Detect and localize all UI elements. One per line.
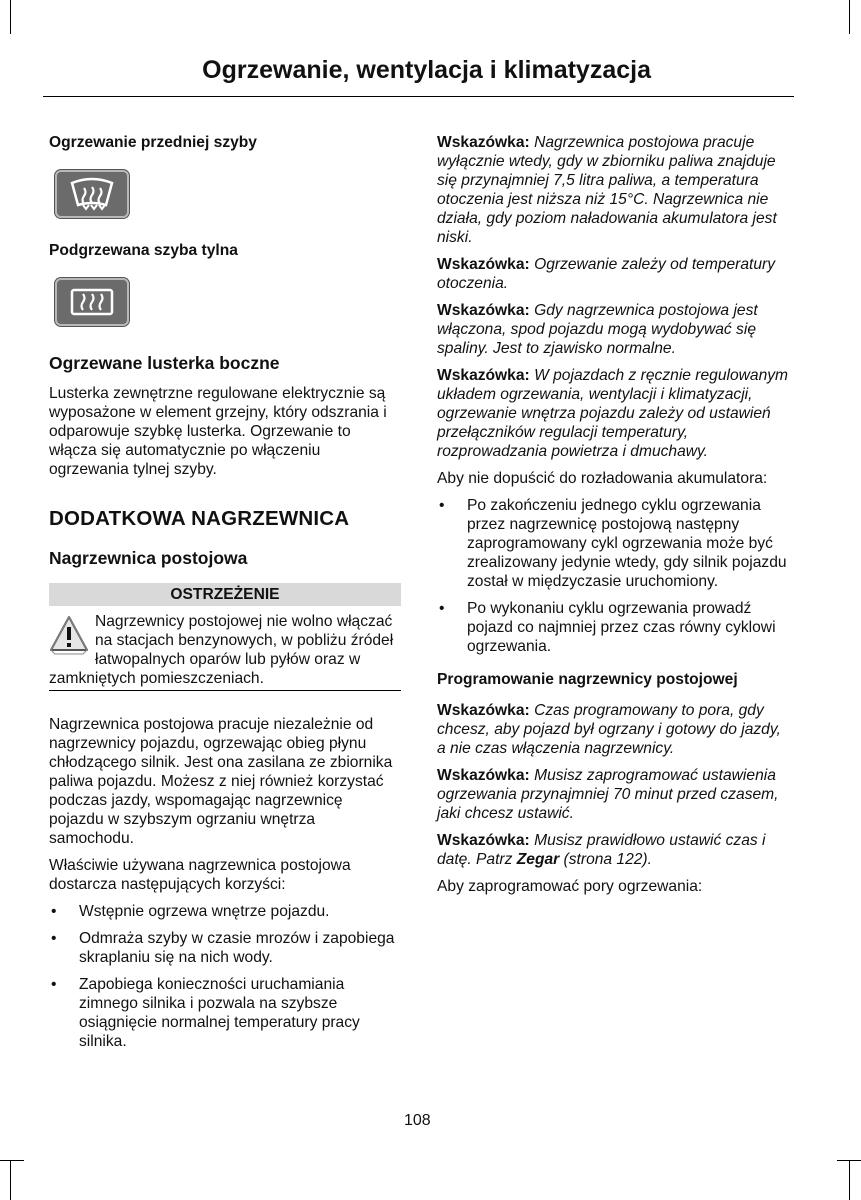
left-column (49, 133, 401, 1059)
paragraph-1: Nagrzewnica postojowa pracuje niezależnie od nagrzewnicy pojazdu, ogrzewając obieg płynu chłodzącego silnik. Jest ona zasilana ze zbiornika paliwa pojazdu. Możesz z niej również korzystać podczas jazdy, wspomagając nagrzewnicę pojazdu w szybszym ogrzaniu wnętrza samochodu. (49, 716, 393, 847)
paragraph-2: Właściwie używana nagrzewnica postojowa dostarcza następujących korzyści: (49, 857, 351, 893)
note-label: Wskazówka: (437, 702, 530, 719)
list-item: • Odmraża szyby w czasie mrozów i zapobiega skraplaniu się na nich wody. (49, 929, 401, 967)
note-6 (437, 766, 789, 823)
rear-window-heater-button (55, 278, 129, 326)
note-label: Wskazówka: (437, 302, 530, 319)
list-item: • Po zakończeniu jednego cyklu ogrzewania przez nagrzewnicę postojową następny zaprogramowany cykl ogrzewania może być zrealizowany jedynie wtedy, gdy silnik pojazdu został w międzyczasie uruchomiony. (437, 496, 789, 591)
crop-mark-bottom-right-h (837, 1160, 861, 1161)
warning-body (49, 612, 401, 691)
note-2-text: Ogrzewanie zależy od temperatury otoczenia. (437, 256, 776, 292)
crop-mark-bottom-left-h (0, 1160, 24, 1161)
windscreen-defrost-button (55, 170, 129, 218)
crop-mark-top-left (10, 0, 11, 34)
crop-mark-top-right (849, 0, 850, 34)
note-6-text: Musisz zaprogramować ustawienia ogrzewania przynajmniej 70 minut przed czasem, jaki chcesz ustawić. (437, 767, 779, 822)
page-number: 108 (404, 1112, 431, 1129)
list-item: • Wstępnie ogrzewa wnętrze pojazdu. (49, 902, 401, 921)
programming-heading: Programowanie nagrzewnicy postojowej (437, 671, 738, 688)
program-intro: Aby zaprogramować pory ogrzewania: (437, 878, 703, 895)
right-column (437, 133, 789, 896)
mirrors-text: Lusterka zewnętrzne regulowane elektrycznie są wyposażone w element grzejny, który odszrania i odparowuje szybkę lusterka. Ogrzewanie to włącza się automatycznie po włączeniu ogrzewania tylnej szyby. (49, 385, 387, 478)
note-label: Wskazówka: (437, 832, 530, 849)
mirrors-heading: Ogrzewane lusterka boczne (49, 353, 280, 373)
note-4 (437, 366, 789, 461)
windscreen-defrost-icon (66, 177, 118, 211)
note-3-text: Gdy nagrzewnica postojowa jest włączona, spod pojazdu mogą wydobywać się spaliny. Jest to zjawisko normalne. (437, 302, 758, 357)
rear-screen-heading: Podgrzewana szyba tylna (49, 242, 238, 259)
note-5 (437, 701, 789, 758)
front-screen-heading: Ogrzewanie przedniej szyby (49, 134, 257, 151)
note-2 (437, 255, 789, 293)
list-item: • Zapobiega konieczności uruchamiania zimnego silnika i pozwala na szybsze osiągnięcie normalnej temperatury pracy silnika. (49, 975, 401, 1051)
battery-list (437, 496, 789, 656)
note-3 (437, 301, 789, 358)
benefits-list (49, 902, 401, 1051)
crop-mark-bottom-right (849, 1160, 850, 1200)
warning-title: OSTRZEŻENIE (49, 583, 401, 606)
note-5-text: Czas programowany to pora, gdy chcesz, aby pojazd był ogrzany i gotowy do jazdy, a nie czas włączenia nagrzewnicy. (437, 702, 781, 757)
note-7-text: Musisz prawidłowo ustawić czas i datę. Patrz (437, 832, 766, 868)
warning-triangle-icon (49, 614, 89, 656)
warning-text: Nagrzewnicy postojowej nie wolno włączać na stacjach benzynowych, w pobliżu źródeł łatwopalnych oparów lub pyłów oraz w zamkniętych pomieszczeniach. (49, 613, 394, 687)
note-label: Wskazówka: (437, 256, 530, 273)
note-1 (437, 133, 789, 247)
note-label: Wskazówka: (437, 767, 530, 784)
warning-box (49, 583, 401, 691)
aux-heater-heading: DODATKOWA NAGRZEWNICA (49, 507, 350, 530)
rear-window-heater-icon (66, 285, 118, 319)
title-rule (43, 96, 794, 97)
clock-reference: Zegar (516, 851, 560, 868)
note-1-text: Nagrzewnica postojowa pracuje wyłącznie wtedy, gdy w zbiorniku paliwa znajduje się przynajmniej 7,5 litra paliwa, a temperatura otoczenia jest niższa niż 15°C. Nagrzewnica nie działa, gdy poziom naładowania akumulatora jest niski. (437, 134, 777, 246)
note-7 (437, 831, 789, 869)
parking-heater-heading: Nagrzewnica postojowa (49, 548, 248, 568)
list-item: • Po wykonaniu cyklu ogrzewania prowadź pojazd co najmniej przez czas równy cyklowi ogrzewania. (437, 599, 789, 656)
note-4-text: W pojazdach z ręcznie regulowanym układem ogrzewania, wentylacji i klimatyzacji, ogrzewanie wnętrza pojazdu zależy od ustawień przełączników regulacji temperatury, rozprowadzania powietrza i dmuchawy. (437, 367, 789, 460)
note-label: Wskazówka: (437, 367, 530, 384)
note-7-page-ref: (strona 122). (559, 851, 652, 868)
note-label: Wskazówka: (437, 134, 530, 151)
crop-mark-bottom-left (10, 1160, 11, 1200)
page-title: Ogrzewanie, wentylacja i klimatyzacja (202, 56, 651, 84)
battery-intro: Aby nie dopuścić do rozładowania akumulatora: (437, 470, 768, 487)
